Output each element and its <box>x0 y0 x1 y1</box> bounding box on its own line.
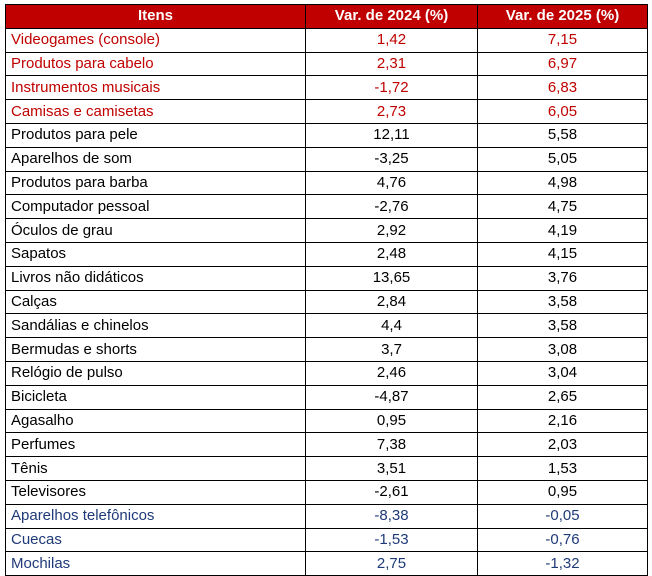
cell-item: Óculos de grau <box>6 219 306 243</box>
cell-item: Aparelhos telefônicos <box>6 504 306 528</box>
table-header <box>6 5 648 29</box>
cell-item: Camisas e camisetas <box>6 100 306 124</box>
cell-var-2025: 6,05 <box>478 100 648 124</box>
cell-var-2024: 4,4 <box>306 314 478 338</box>
header-row <box>6 5 648 29</box>
cell-item: Livros não didáticos <box>6 266 306 290</box>
table-row <box>6 338 648 362</box>
cell-item: Cuecas <box>6 528 306 552</box>
cell-var-2024: 0,95 <box>306 409 478 433</box>
cell-var-2025: 4,98 <box>478 171 648 195</box>
cell-item: Instrumentos musicais <box>6 76 306 100</box>
cell-var-2024: -4,87 <box>306 385 478 409</box>
table-row <box>6 552 648 576</box>
table-row <box>6 528 648 552</box>
cell-item: Sandálias e chinelos <box>6 314 306 338</box>
cell-var-2025: 4,19 <box>478 219 648 243</box>
cell-item: Sapatos <box>6 242 306 266</box>
cell-var-2025: -1,32 <box>478 552 648 576</box>
table-row <box>6 433 648 457</box>
cell-var-2024: 13,65 <box>306 266 478 290</box>
table-row <box>6 219 648 243</box>
table-container <box>5 4 648 576</box>
cell-item: Aparelhos de som <box>6 147 306 171</box>
table-row <box>6 123 648 147</box>
table-row <box>6 266 648 290</box>
cell-var-2024: 7,38 <box>306 433 478 457</box>
table-row <box>6 100 648 124</box>
header-var-2025: Var. de 2025 (%) <box>478 5 648 29</box>
table-row <box>6 457 648 481</box>
cell-var-2024: 2,92 <box>306 219 478 243</box>
cell-var-2024: 3,51 <box>306 457 478 481</box>
table-row <box>6 242 648 266</box>
cell-var-2024: 4,76 <box>306 171 478 195</box>
cell-var-2025: 3,04 <box>478 361 648 385</box>
cell-var-2025: 5,05 <box>478 147 648 171</box>
table-row <box>6 314 648 338</box>
table-row <box>6 171 648 195</box>
header-itens: Itens <box>6 5 306 29</box>
cell-var-2025: 3,08 <box>478 338 648 362</box>
cell-var-2024: 2,48 <box>306 242 478 266</box>
cell-var-2024: -8,38 <box>306 504 478 528</box>
table-row <box>6 290 648 314</box>
cell-item: Computador pessoal <box>6 195 306 219</box>
cell-var-2025: 6,97 <box>478 52 648 76</box>
cell-var-2025: -0,76 <box>478 528 648 552</box>
cell-item: Televisores <box>6 480 306 504</box>
cell-item: Agasalho <box>6 409 306 433</box>
cell-var-2024: -2,61 <box>306 480 478 504</box>
table-row <box>6 361 648 385</box>
cell-var-2024: 3,7 <box>306 338 478 362</box>
cell-var-2024: 2,31 <box>306 52 478 76</box>
cell-var-2024: -1,72 <box>306 76 478 100</box>
cell-item: Mochilas <box>6 552 306 576</box>
cell-var-2025: 6,83 <box>478 76 648 100</box>
cell-item: Calças <box>6 290 306 314</box>
cell-item: Produtos para cabelo <box>6 52 306 76</box>
cell-item: Bicicleta <box>6 385 306 409</box>
cell-var-2024: -1,53 <box>306 528 478 552</box>
cell-var-2024: -3,25 <box>306 147 478 171</box>
cell-item: Relógio de pulso <box>6 361 306 385</box>
cell-var-2025: 3,58 <box>478 290 648 314</box>
table-row <box>6 385 648 409</box>
table-row <box>6 28 648 52</box>
cell-var-2024: 12,11 <box>306 123 478 147</box>
table-row <box>6 480 648 504</box>
cell-var-2024: -2,76 <box>306 195 478 219</box>
table-body <box>6 28 648 575</box>
cell-var-2024: 2,75 <box>306 552 478 576</box>
cell-var-2025: -0,05 <box>478 504 648 528</box>
cell-var-2025: 3,76 <box>478 266 648 290</box>
cell-var-2024: 2,84 <box>306 290 478 314</box>
cell-var-2025: 7,15 <box>478 28 648 52</box>
table-row <box>6 147 648 171</box>
cell-var-2024: 1,42 <box>306 28 478 52</box>
cell-var-2025: 4,75 <box>478 195 648 219</box>
cell-var-2025: 2,16 <box>478 409 648 433</box>
cell-var-2025: 1,53 <box>478 457 648 481</box>
table-row <box>6 195 648 219</box>
cell-var-2025: 3,58 <box>478 314 648 338</box>
cell-var-2025: 4,15 <box>478 242 648 266</box>
cell-item: Perfumes <box>6 433 306 457</box>
cell-item: Produtos para pele <box>6 123 306 147</box>
table-row <box>6 409 648 433</box>
cell-item: Tênis <box>6 457 306 481</box>
price-variation-table <box>5 4 648 576</box>
cell-var-2024: 2,73 <box>306 100 478 124</box>
table-row <box>6 76 648 100</box>
cell-var-2025: 2,65 <box>478 385 648 409</box>
cell-item: Produtos para barba <box>6 171 306 195</box>
cell-var-2025: 5,58 <box>478 123 648 147</box>
cell-var-2025: 0,95 <box>478 480 648 504</box>
table-row <box>6 52 648 76</box>
cell-item: Videogames (console) <box>6 28 306 52</box>
cell-var-2025: 2,03 <box>478 433 648 457</box>
table-row <box>6 504 648 528</box>
cell-var-2024: 2,46 <box>306 361 478 385</box>
cell-item: Bermudas e shorts <box>6 338 306 362</box>
header-var-2024: Var. de 2024 (%) <box>306 5 478 29</box>
